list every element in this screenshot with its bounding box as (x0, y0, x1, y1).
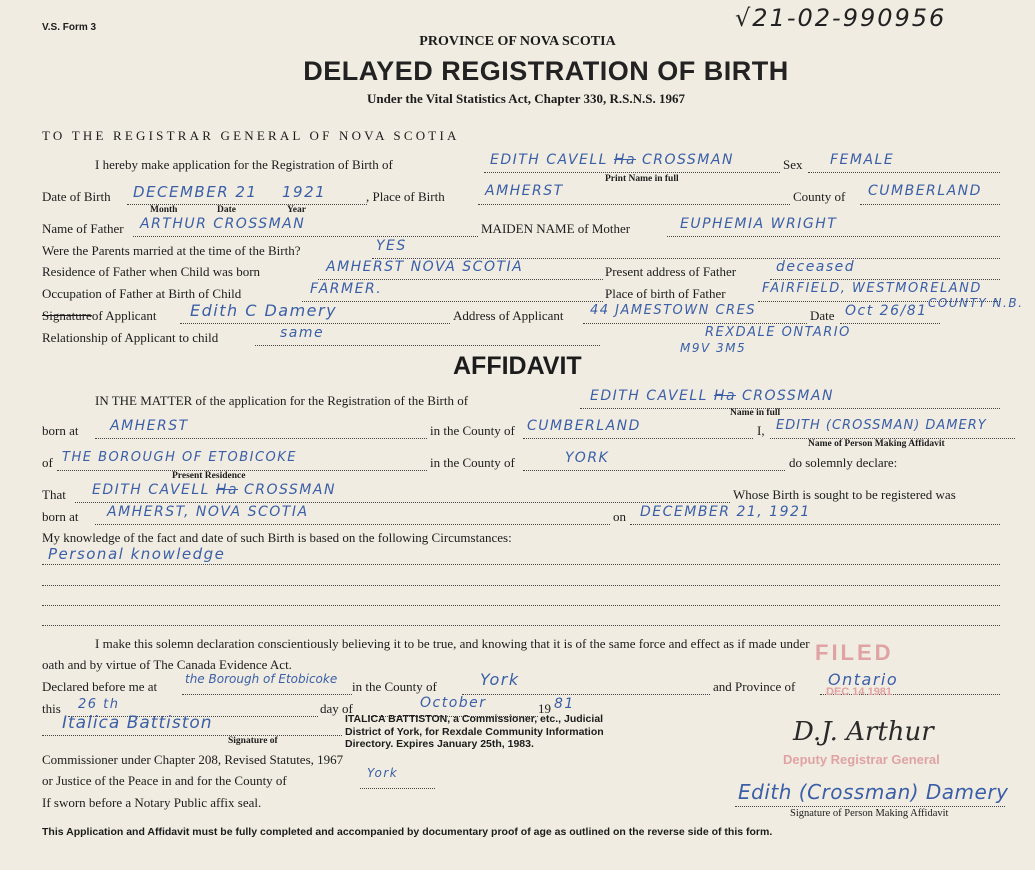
child-surname: CROSSMAN (641, 152, 734, 168)
born-on: DECEMBER 21, 1921 (640, 504, 811, 520)
that-name: EDITH CAVELL Ha CROSSMAN (92, 482, 336, 498)
dob-year: 1921 (282, 183, 327, 201)
this-label: this (42, 701, 61, 716)
affidavit-born-at: AMHERST (110, 418, 189, 434)
province-label: and Province of (713, 679, 796, 694)
mother-label: MAIDEN NAME of Mother (481, 221, 631, 236)
born-at-2: AMHERST, NOVA SCOTIA (107, 504, 309, 520)
county-label: County of (793, 189, 846, 204)
affiant-residence: THE BOROUGH OF ETOBICOKE (62, 450, 298, 465)
circumstances: Personal knowledge (48, 545, 226, 563)
registrar-signature: D.J. Arthur (793, 717, 934, 747)
signature-label: Signatureof Applicant (42, 308, 157, 323)
notary-seal-label: If sworn before a Notary Public affix seal. (42, 795, 262, 810)
decl-month: October (420, 695, 487, 711)
commissioner-stamp: ITALICA BATTISTON, a Commissioner, etc., Judicial District of York, for Rexdale Community Information Directory. Expires January 25th, 1983. (345, 713, 604, 750)
justice-label: or Justice of the Peace in and for the County of (42, 773, 287, 788)
in-county-label: in the County of (430, 423, 515, 438)
address-label: Address of Applicant (453, 308, 564, 323)
occupation-label: Occupation of Father at Birth of Child (42, 286, 242, 301)
father-birthplace-label: Place of birth of Father (605, 286, 726, 301)
footer-note: This Application and Affidavit must be fully completed and accompanied by documentary proof of age as outlined on the reverse side of this form. (42, 826, 773, 838)
affidavit-county: CUMBERLAND (527, 418, 641, 434)
name-in-full-label: Name in full (730, 408, 781, 418)
applicant-address-line2: REXDALE ONTARIO (705, 325, 851, 340)
date-label: Date (810, 308, 835, 323)
sex-value: FEMALE (830, 152, 895, 168)
born-at-label-2: born at (42, 509, 79, 524)
born-at-label: born at (42, 423, 79, 438)
deputy-registrar-label: Deputy Registrar General (783, 752, 940, 767)
father-birthplace-county: COUNTY N.B. (928, 296, 1024, 310)
place-label: , Place of Birth (366, 189, 445, 204)
father-present-address: deceased (776, 259, 856, 275)
filed-date: DEC 14 1981 (826, 686, 893, 698)
dob-month-day: DECEMBER 21 (133, 183, 258, 201)
in-county-label-2: in the County of (430, 455, 515, 470)
relationship-value: same (280, 325, 325, 341)
declared-before-label: Declared before me at (42, 679, 158, 694)
day-of-label: day of (320, 701, 353, 716)
form-title: DELAYED REGISTRATION OF BIRTH (303, 56, 789, 86)
date-label: Date (217, 205, 236, 215)
month-label: Month (150, 205, 178, 215)
residence-label: Residence of Father when Child was born (42, 264, 261, 279)
residence-county: YORK (565, 450, 610, 466)
relationship-label: Relationship of Applicant to child (42, 330, 219, 345)
applicant-postal-code: M9V 3M5 (680, 341, 747, 355)
application-date: Oct 26/81 (845, 303, 928, 319)
justice-county: York (367, 766, 399, 780)
commissioner-label: Commissioner under Chapter 208, Revised Statutes, 1967 (42, 752, 344, 767)
father-occupation: FARMER. (310, 281, 383, 297)
print-name-label: Print Name in full (605, 174, 679, 184)
child-name: EDITH CAVELL (490, 152, 608, 168)
present-address-label: Present address of Father (605, 264, 737, 279)
declaration-line-2: oath and by virtue of The Canada Evidence Act. (42, 657, 292, 672)
father-label: Name of Father (42, 221, 124, 236)
that-label: That (42, 487, 66, 502)
decl-day: 26 th (78, 697, 120, 712)
year-label: Year (287, 205, 306, 215)
registration-number: √21-02-990956 (735, 4, 947, 32)
form-number: V.S. Form 3 (42, 22, 97, 33)
child-name-struck: Ha (613, 152, 637, 168)
decl-county-label: in the County of (352, 679, 437, 694)
county-value: CUMBERLAND (868, 183, 982, 199)
declaration-line-1: I make this solemn declaration conscientiously believing it to be true, and knowing that it is of the same force and effect as if made under (95, 636, 810, 651)
married-label: Were the Parents married at the time of the Birth? (42, 243, 301, 258)
affidavit-birth-name: EDITH CAVELL Ha CROSSMAN (590, 388, 834, 404)
decl-year-suffix: 81 (554, 696, 575, 712)
on-label: on (613, 509, 626, 524)
sex-label: Sex (783, 157, 803, 172)
applicant-signature: Edith C Damery (190, 301, 338, 320)
decl-province: Ontario (828, 670, 899, 689)
father-residence: AMHERST NOVA SCOTIA (326, 259, 524, 275)
declared-place: the Borough of Etobicoke (185, 672, 338, 686)
applicant-address-line1: 44 JAMESTOWN CRES (590, 303, 757, 318)
affiant-name-label: Name of Person Making Affidavit (808, 439, 945, 449)
decl-year-prefix: 19 (538, 701, 551, 716)
knowledge-label: My knowledge of the fact and date of such Birth is based on the following Circumstances: (42, 530, 512, 545)
child-name-field (490, 152, 734, 168)
intro-label: I hereby make application for the Registration of Birth of (95, 157, 393, 172)
declare-label: do solemnly declare: (789, 455, 898, 470)
form-subtitle: Under the Vital Statistics Act, Chapter 330, R.S.N.S. 1967 (366, 91, 686, 106)
married-value: YES (376, 238, 407, 254)
matter-label: IN THE MATTER of the application for the Registration of the Birth of (95, 393, 469, 408)
signature-of-label: Signature of (228, 736, 278, 746)
addressee: TO THE REGISTRAR GENERAL OF NOVA SCOTIA (42, 128, 460, 143)
father-name: ARTHUR CROSSMAN (140, 216, 306, 232)
affiant-signature-label: Signature of Person Making Affidavit (790, 808, 949, 819)
whose-birth-label: Whose Birth is sought to be registered was (733, 487, 956, 502)
decl-county: York (480, 670, 520, 689)
province-heading: PROVINCE OF NOVA SCOTIA (419, 34, 616, 49)
affiant-signature: Edith (Crossman) Damery (738, 780, 1009, 804)
mother-name: EUPHEMIA WRIGHT (680, 216, 838, 232)
dob-label: Date of Birth (42, 189, 111, 204)
filed-stamp: FILED (815, 640, 894, 665)
affidavit-heading: AFFIDAVIT (453, 352, 582, 380)
i-label: I, (757, 423, 765, 438)
of-label: of (42, 455, 53, 470)
commissioner-signature: Italica Battiston (62, 713, 213, 733)
affiant-name: EDITH (CROSSMAN) DAMERY (776, 418, 987, 433)
father-birthplace: FAIRFIELD, WESTMORELAND (762, 281, 982, 296)
place-of-birth: AMHERST (485, 183, 564, 199)
present-residence-label: Present Residence (172, 471, 246, 481)
